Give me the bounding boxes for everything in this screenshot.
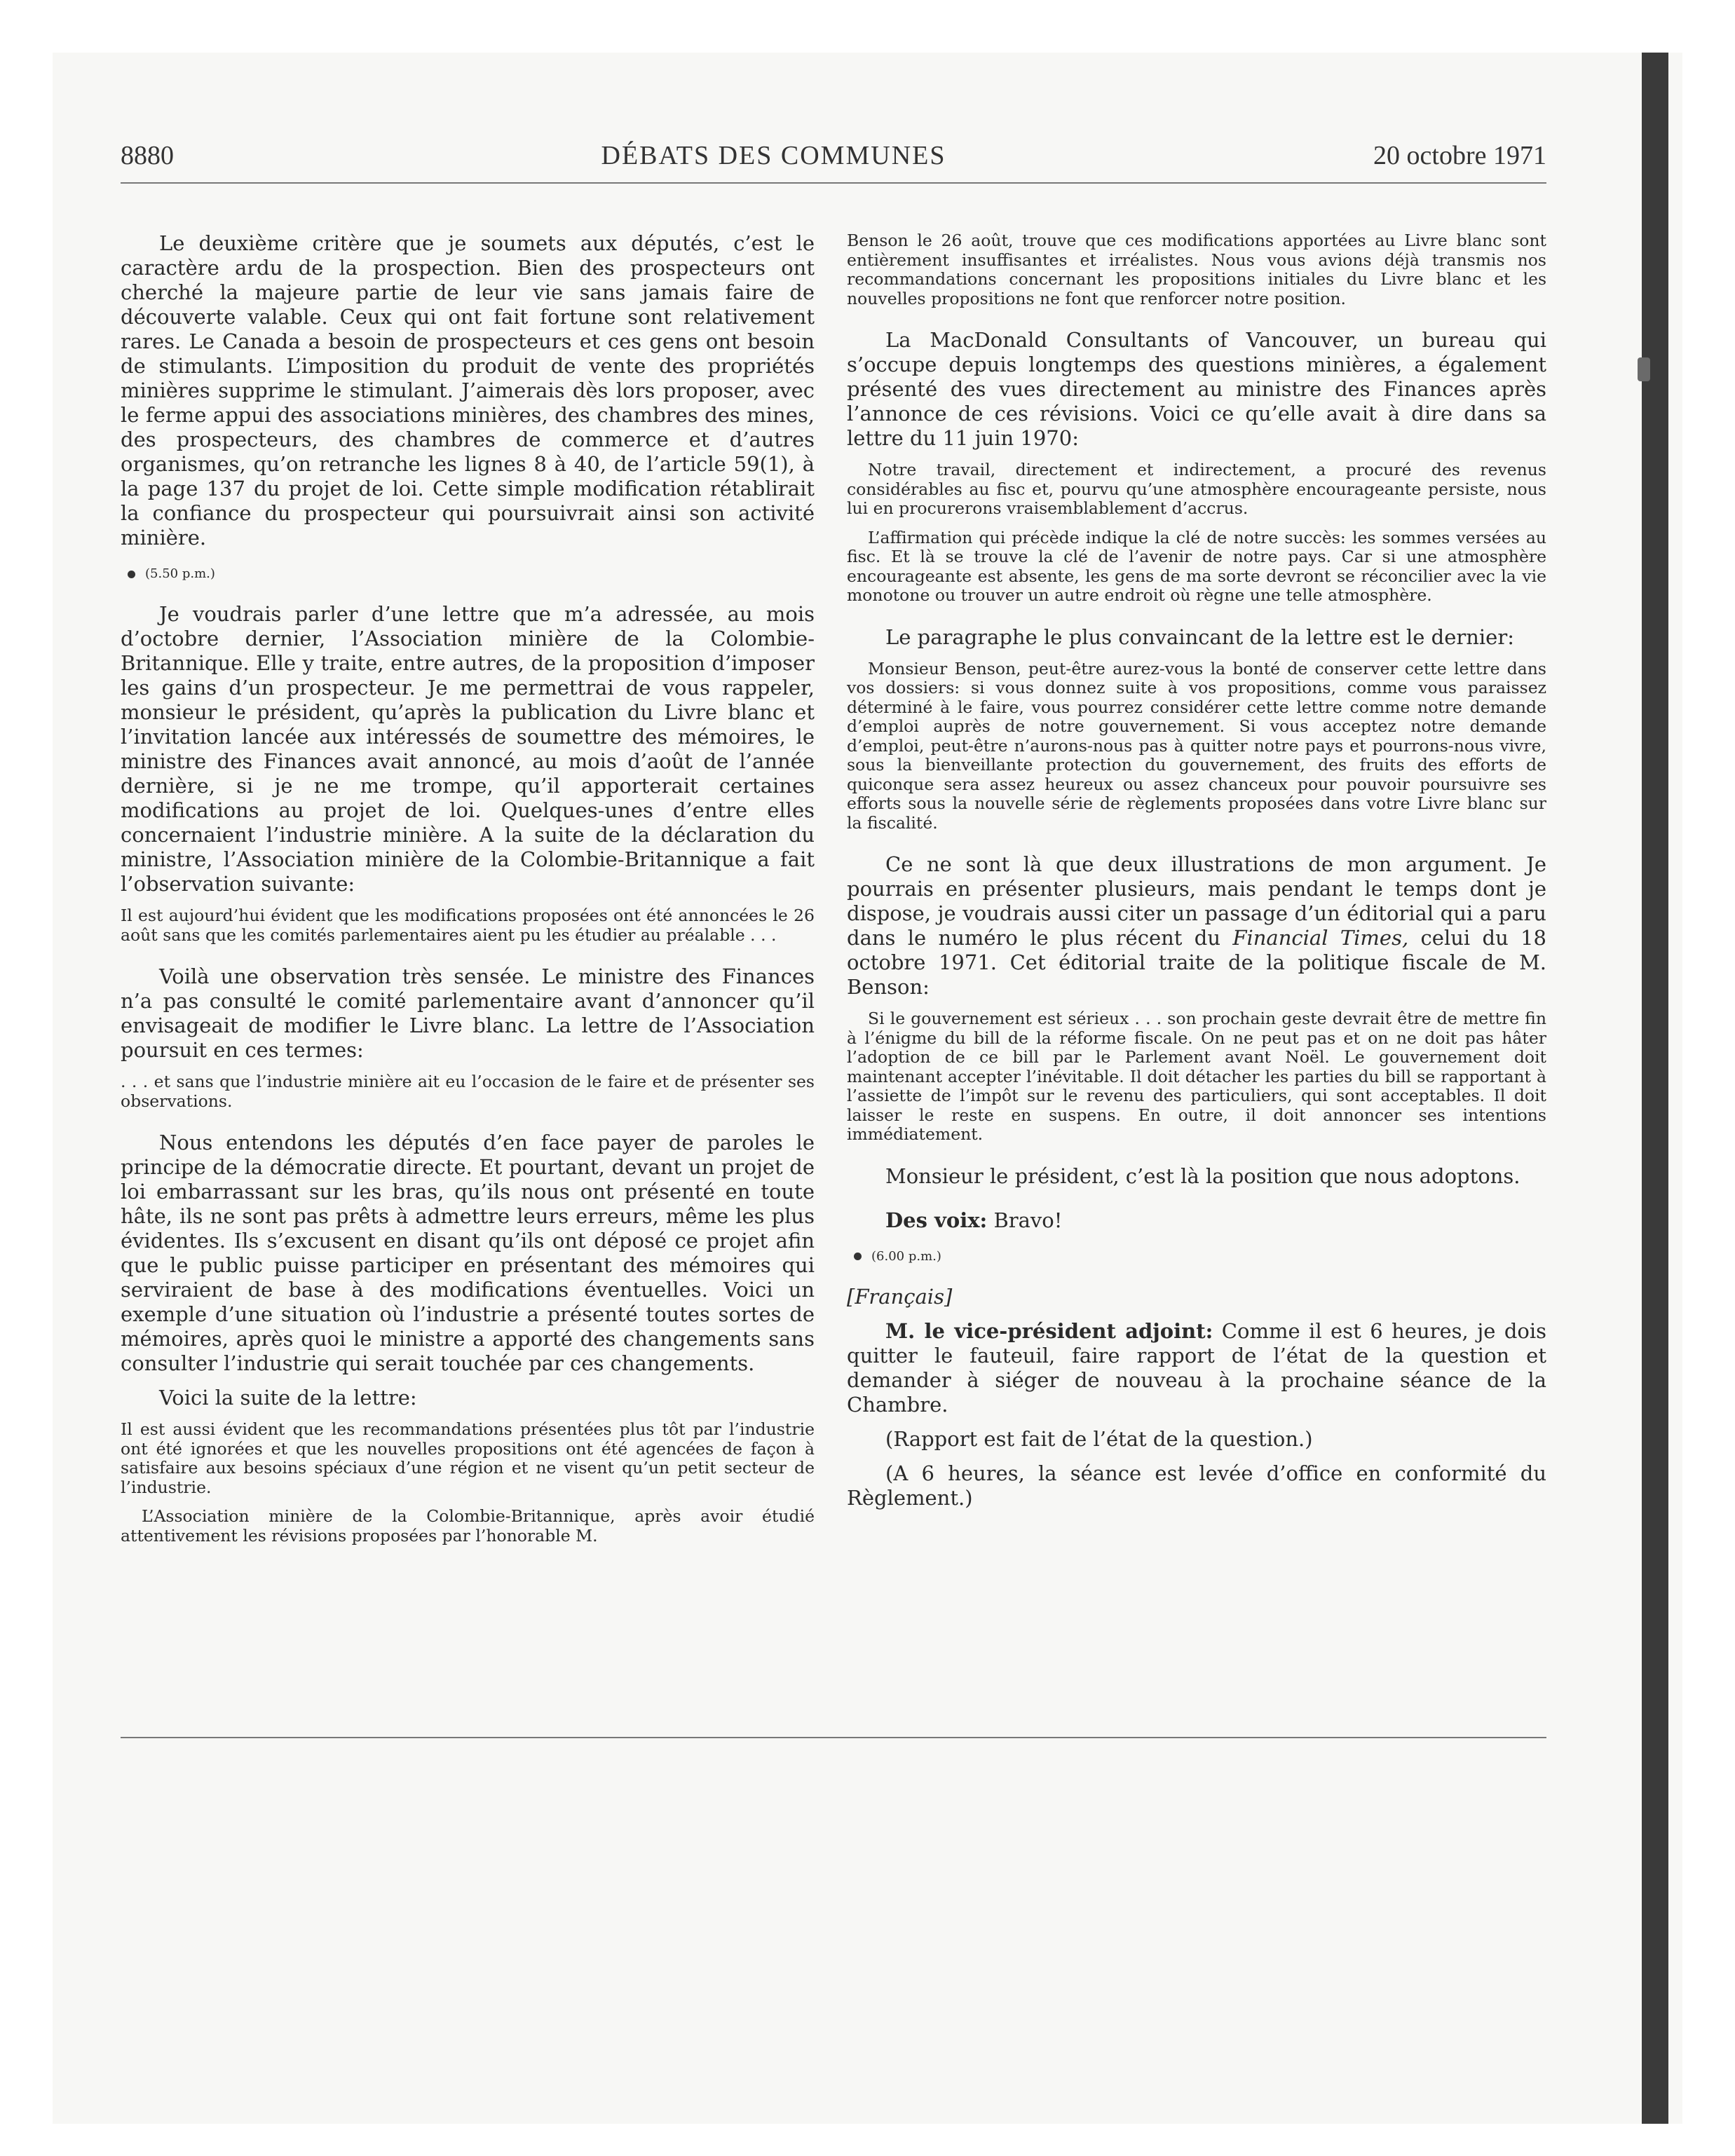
quotation: Notre travail, directement et indirectement, a procuré des revenus considérables au fisc et, pourvu qu’une atmosphère encourageante persiste, nous lui en procurerons vraisemblablement d’accrus. bbox=[847, 460, 1546, 518]
paragraph bbox=[847, 1208, 1546, 1233]
publication-name: Financial Times, bbox=[1232, 926, 1409, 950]
quotation: Monsieur Benson, peut-être aurez-vous la bonté de conserver cette lettre dans vos dossiers: si vous donnez suite à vos propositions, comme vous paraissez déterminé à le faire, vous pourrez considérer cette lettre comme notre demande d’emploi auprès de notre gouvernement. Si vous acceptez notre demande d’emploi, peut-être n’aurons-nous pas à quitter notre pays et pourrons-nous vivre, sous la bienveillante protection du gouvernement, des fruits des efforts de quiconque sera assez heureux ou assez chanceux pour pouvoir poursuivre ses efforts sous la nouvelle série de règlements proposées dans votre Livre blanc sur la fiscalité. bbox=[847, 658, 1546, 833]
time-stamp: (6.00 p.m.) bbox=[871, 1248, 941, 1264]
publication-title: DÉBATS DES COMMUNES bbox=[601, 141, 946, 170]
time-marker bbox=[128, 566, 815, 582]
bottom-rule bbox=[121, 1737, 1546, 1738]
paragraph bbox=[847, 852, 1546, 999]
paragraph: Nous entendons les députés d’en face payer de paroles le principe de la démocratie directe. Et pourtant, devant un projet de loi embarrassant sur les bras, qu’ils nous ont présenté en toute hâte, ils ne sont pas prêts à admettre leurs erreurs, même les plus évidentes. Ils s’excusent en disant qu’ils ont déposé ce projet afin que le public puisse participer en présentant des mémoires qui serviraient de base à des modifications éventuelles. Voici un exemple d’une situation où l’industrie a présenté toutes sortes de mémoires, après quoi le ministre a apporté des changements sans consulter l’industrie qui serait touchée par ces changements. bbox=[121, 1131, 815, 1375]
right-column bbox=[847, 231, 1546, 1520]
paragraph: La MacDonald Consultants of Vancouver, un bureau qui s’occupe depuis longtemps des questions minières, a également présenté des vues directement au ministre des Finances après l’annonce de ces révisions. Voici ce qu’elle avait à dire dans sa lettre du 11 juin 1970: bbox=[847, 328, 1546, 450]
quotation: L’Association minière de la Colombie-Britannique, après avoir étudié attentivement les révisions proposées par l’honorable M. bbox=[121, 1506, 815, 1546]
procedural-note: (Rapport est fait de l’état de la question.) bbox=[885, 1426, 1313, 1451]
paragraph: Voilà une observation très sensée. Le ministre des Finances n’a pas consulté le comité parlementaire avant d’annoncer qu’il envisageait de modifier le Livre blanc. La lettre de l’Association poursuit en ces termes: bbox=[121, 964, 815, 1062]
speech-text: Comme il est 6 heures, je dois quitter le fauteuil, faire rapport de l’état de la question et demander à siéger de nouveau à la prochaine séance de la Chambre. bbox=[847, 1318, 1546, 1417]
paragraph bbox=[847, 1319, 1546, 1417]
paragraph: Monsieur le président, c’est là la position que nous adoptons. bbox=[885, 1164, 1520, 1188]
left-column bbox=[121, 231, 815, 1555]
paragraph: Je voudrais parler d’une lettre que m’a adressée, au mois d’octobre dernier, l’Association minière de la Colombie-Britannique. Elle y traite, entre autres, de la proposition d’imposer les gains d’un prospecteur. Je me permettrai de vous rappeler, monsieur le président, qu’après la publication du Livre blanc et l’invitation lancée aux intéressés de soumettre des mémoires, le ministre des Finances avait annoncé, au mois d’août de l’année dernière, si je ne me trompe, qu’il apporterait certaines modifications au projet de loi. Quelques-unes d’entre elles concernaient l’industrie minière. A la suite de la déclaration du ministre, l’Association minière de la Colombie-Britannique a fait l’observation suivante: bbox=[121, 602, 815, 896]
text-run: Ce ne sont là que deux illustrations de mon argument. Je pourrais en présenter plusieurs, mais pendant le temps dont je dispose, je voudrais aussi citer un passage d’un éditorial qui a paru dans le numéro le plus récent du bbox=[847, 852, 1546, 950]
speech-text: Bravo! bbox=[987, 1208, 1063, 1232]
scan-edge-tab bbox=[1638, 357, 1650, 381]
quotation: . . . et sans que l’industrie minière ait eu l’occasion de le faire et de présenter ses observations. bbox=[121, 1072, 815, 1111]
header-date: 20 octobre 1971 bbox=[1373, 141, 1546, 170]
quotation: L’affirmation qui précède indique la clé de notre succès: les sommes versées au fisc. Et là se trouve la clé de l’avenir de notre pays. Car si une atmosphère encourageante est absente, les gens de ma sorte devront se réconcilier avec la vie monotone ou trouver un autre endroit où règne une telle atmosphère. bbox=[847, 527, 1546, 605]
running-header bbox=[121, 140, 1546, 184]
speaker-label: Des voix: bbox=[885, 1208, 988, 1232]
bullet-icon bbox=[854, 1253, 862, 1260]
time-marker bbox=[854, 1248, 1546, 1265]
quotation: Il est aujourd’hui évident que les modifications proposées ont été annoncées le 26 août sans que les comités parlementaires aient pu les étudier au préalable . . . bbox=[121, 906, 815, 945]
language-marker: [Français] bbox=[847, 1284, 953, 1309]
quotation: Il est aussi évident que les recommandations présentées plus tôt par l’industrie ont été ignorées et que les nouvelles propositions ont été agencées de façon à satisfaire aux besoins spéciaux d’une région et ne visent qu’un petit secteur de l’industrie. bbox=[121, 1419, 815, 1497]
procedural-note: (A 6 heures, la séance est levée d’office en conformité du Règlement.) bbox=[847, 1461, 1546, 1510]
quotation: Benson le 26 août, trouve que ces modifications apportées au Livre blanc sont entièrement insuffisantes et irréalistes. Nous vous avions déjà transmis nos recommandations concernant les propositions initiales du Livre blanc et les nouvelles propositions ne font que renforcer notre position. bbox=[847, 231, 1546, 308]
bullet-icon bbox=[128, 571, 135, 578]
text-run: celui du 18 octobre 1971. Cet éditorial traite de la politique fiscale de M. Benson: bbox=[847, 926, 1546, 999]
page-number: 8880 bbox=[121, 141, 174, 170]
paragraph: Voici la suite de la lettre: bbox=[159, 1386, 417, 1410]
paragraph: Le deuxième critère que je soumets aux députés, c’est le caractère ardu de la prospection. Bien des prospecteurs ont cherché la majeure partie de leur vie sans jamais faire de découverte valable. Ceux qui ont fait fortune sont relativement rares. Le Canada a besoin de prospecteurs et ces gens ont besoin de stimulants. L’imposition du produit de vente des propriétés minières supprime le stimulant. J’aimerais dès lors proposer, avec le ferme appui des associations minières, des chambres des mines, des prospecteurs, des chambres de commerce et d’autres organismes, qu’on retranche les lignes 8 à 40, de l’article 59(1), à la page 137 du projet de loi. Cette simple modification rétablirait la confiance du prospecteur qui poursuivrait ainsi son activité minière. bbox=[121, 231, 815, 550]
paragraph: Le paragraphe le plus convaincant de la lettre est le dernier: bbox=[885, 625, 1514, 649]
speaker-label: M. le vice-président adjoint: bbox=[885, 1318, 1213, 1343]
time-stamp: (5.50 p.m.) bbox=[145, 566, 215, 581]
quotation: Si le gouvernement est sérieux . . . son prochain geste devrait être de mettre fin à l’énigme du bill de la réforme fiscale. On ne peut pas et on ne doit pas hâter l’adoption de ce bill par le Parlement avant Noël. Le gouvernement doit maintenant accepter l’inévitable. Il doit détacher les parties du bill se rapportant à l’assiette de l’impôt sur le revenu des particuliers, qui sont acceptables. Il doit laisser le reste en suspens. En outre, il doit annoncer ses intentions immédiatement. bbox=[847, 1009, 1546, 1144]
